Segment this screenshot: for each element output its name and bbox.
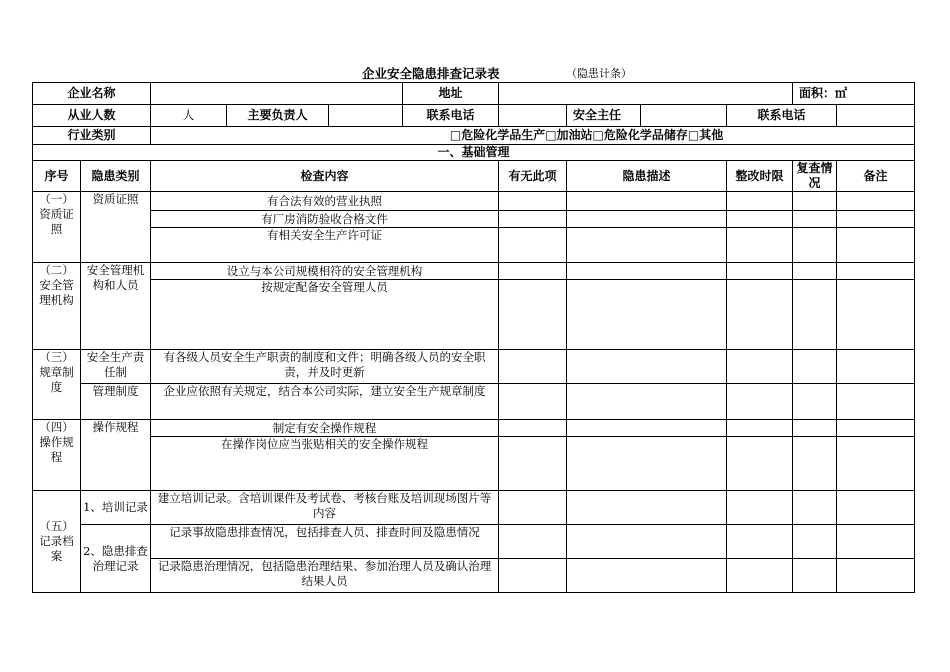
remark-cell[interactable] bbox=[837, 228, 915, 263]
section-row bbox=[33, 145, 915, 161]
has-cell[interactable] bbox=[499, 350, 567, 384]
remark-cell[interactable] bbox=[837, 437, 915, 491]
staff-count-unit[interactable]: 人 bbox=[151, 105, 227, 127]
group-no: （五）记录档案 bbox=[33, 491, 81, 593]
check-item: 记录隐患治理情况，包括隐患治理结果、参加治理人员及确认治理结果人员 bbox=[151, 559, 499, 593]
col-review: 复查情况 bbox=[793, 161, 837, 192]
phone-field[interactable] bbox=[499, 105, 567, 127]
review-cell[interactable] bbox=[793, 350, 837, 384]
remark-cell[interactable] bbox=[837, 263, 915, 280]
review-cell[interactable] bbox=[793, 437, 837, 491]
group-no: （四）操作规程 bbox=[33, 420, 81, 491]
has-cell[interactable] bbox=[499, 211, 567, 228]
principal-label: 主要负责人 bbox=[227, 105, 329, 127]
table-row bbox=[33, 559, 915, 593]
phone-field-2[interactable] bbox=[837, 105, 915, 127]
table-row bbox=[33, 384, 915, 420]
remark-cell[interactable] bbox=[837, 280, 915, 350]
review-cell[interactable] bbox=[793, 525, 837, 559]
remark-cell[interactable] bbox=[837, 559, 915, 593]
desc-cell[interactable] bbox=[567, 420, 727, 437]
remark-cell[interactable] bbox=[837, 192, 915, 211]
deadline-cell[interactable] bbox=[727, 525, 793, 559]
group-category: 资质证照 bbox=[81, 192, 151, 263]
has-cell[interactable] bbox=[499, 559, 567, 593]
table-row bbox=[33, 263, 915, 280]
col-content: 检查内容 bbox=[151, 161, 499, 192]
industry-row bbox=[33, 127, 915, 145]
review-cell[interactable] bbox=[793, 228, 837, 263]
desc-cell[interactable] bbox=[567, 263, 727, 280]
has-cell[interactable] bbox=[499, 384, 567, 420]
address-label: 地址 bbox=[403, 83, 499, 105]
principal-field[interactable] bbox=[329, 105, 403, 127]
desc-cell[interactable] bbox=[567, 437, 727, 491]
deadline-cell[interactable] bbox=[727, 280, 793, 350]
deadline-cell[interactable] bbox=[727, 437, 793, 491]
remark-cell[interactable] bbox=[837, 350, 915, 384]
group-category: 2、隐患排查治理记录 bbox=[81, 525, 151, 593]
has-cell[interactable] bbox=[499, 420, 567, 437]
desc-cell[interactable] bbox=[567, 350, 727, 384]
column-header-row bbox=[33, 161, 915, 192]
area-label[interactable]: 面积：㎡ bbox=[793, 83, 915, 105]
phone-label: 联系电话 bbox=[403, 105, 499, 127]
group-no: （一）资质证照 bbox=[33, 192, 81, 263]
table-row bbox=[33, 437, 915, 491]
desc-cell[interactable] bbox=[567, 228, 727, 263]
desc-cell[interactable] bbox=[567, 211, 727, 228]
company-name-field[interactable] bbox=[151, 83, 403, 105]
deadline-cell[interactable] bbox=[727, 491, 793, 525]
table-row bbox=[33, 525, 915, 559]
safety-director-label: 安全主任 bbox=[567, 105, 641, 127]
desc-cell[interactable] bbox=[567, 491, 727, 525]
company-row bbox=[33, 83, 915, 105]
title-row bbox=[0, 62, 950, 82]
review-cell[interactable] bbox=[793, 192, 837, 211]
section-title: 一、基础管理 bbox=[33, 145, 915, 161]
desc-cell[interactable] bbox=[567, 525, 727, 559]
deadline-cell[interactable] bbox=[727, 228, 793, 263]
group-category: 管理制度 bbox=[81, 384, 151, 420]
review-cell[interactable] bbox=[793, 384, 837, 420]
group-category: 安全生产责任制 bbox=[81, 350, 151, 384]
desc-cell[interactable] bbox=[567, 280, 727, 350]
table-row bbox=[33, 211, 915, 228]
check-item: 有合法有效的营业执照 bbox=[151, 192, 499, 211]
staff-count-label: 从业人数 bbox=[33, 105, 151, 127]
col-desc: 隐患描述 bbox=[567, 161, 727, 192]
industry-label: 行业类别 bbox=[33, 127, 151, 145]
col-category: 隐患类别 bbox=[81, 161, 151, 192]
deadline-cell[interactable] bbox=[727, 211, 793, 228]
check-item: 有厂房消防验收合格文件 bbox=[151, 211, 499, 228]
inspection-table bbox=[32, 82, 915, 593]
check-item: 按规定配备安全管理人员 bbox=[151, 280, 499, 350]
has-cell[interactable] bbox=[499, 280, 567, 350]
form-title: 企业安全隐患排查记录表 bbox=[362, 66, 500, 81]
remark-cell[interactable] bbox=[837, 491, 915, 525]
desc-cell[interactable] bbox=[567, 559, 727, 593]
phone-label-2: 联系电话 bbox=[727, 105, 837, 127]
has-cell[interactable] bbox=[499, 437, 567, 491]
group-no: （二）安全管理机构 bbox=[33, 263, 81, 350]
deadline-cell[interactable] bbox=[727, 263, 793, 280]
table-row bbox=[33, 192, 915, 211]
group-category: 操作规程 bbox=[81, 420, 151, 491]
review-cell[interactable] bbox=[793, 559, 837, 593]
col-no: 序号 bbox=[33, 161, 81, 192]
check-item: 企业应依照有关规定，结合本公司实际，建立安全生产规章制度 bbox=[151, 384, 499, 420]
deadline-cell[interactable] bbox=[727, 192, 793, 211]
deadline-cell[interactable] bbox=[727, 420, 793, 437]
deadline-cell[interactable] bbox=[727, 384, 793, 420]
remark-cell[interactable] bbox=[837, 525, 915, 559]
col-deadline: 整改时限 bbox=[727, 161, 793, 192]
table-row bbox=[33, 228, 915, 263]
table-row bbox=[33, 491, 915, 525]
check-item: 建立培训记录。含培训课件及考试卷、考核台账及培训现场图片等内容 bbox=[151, 491, 499, 525]
review-cell[interactable] bbox=[793, 491, 837, 525]
check-item: 有各级人员安全生产职责的制度和文件；明确各级人员的安全职责，并及时更新 bbox=[151, 350, 499, 384]
check-item: 记录事故隐患排查情况，包括排查人员、排查时间及隐患情况 bbox=[151, 525, 499, 559]
has-cell[interactable] bbox=[499, 491, 567, 525]
table-row bbox=[33, 280, 915, 350]
review-cell[interactable] bbox=[793, 263, 837, 280]
group-no: （三）规章制 度 bbox=[33, 350, 81, 420]
col-remark: 备注 bbox=[837, 161, 915, 192]
staff-row bbox=[33, 105, 915, 127]
group-category: 1、培训记录 bbox=[81, 491, 151, 525]
safety-director-field[interactable] bbox=[641, 105, 727, 127]
review-cell[interactable] bbox=[793, 420, 837, 437]
deadline-cell[interactable] bbox=[727, 350, 793, 384]
has-cell[interactable] bbox=[499, 192, 567, 211]
company-name-label: 企业名称 bbox=[33, 83, 151, 105]
remark-cell[interactable] bbox=[837, 211, 915, 228]
address-field[interactable] bbox=[499, 83, 793, 105]
deadline-cell[interactable] bbox=[727, 559, 793, 593]
review-cell[interactable] bbox=[793, 280, 837, 350]
check-item: 设立与本公司规模相符的安全管理机构 bbox=[151, 263, 499, 280]
desc-cell[interactable] bbox=[567, 192, 727, 211]
has-cell[interactable] bbox=[499, 263, 567, 280]
remark-cell[interactable] bbox=[837, 420, 915, 437]
group-category: 安全管理机构和人员 bbox=[81, 263, 151, 350]
table-row bbox=[33, 420, 915, 437]
desc-cell[interactable] bbox=[567, 384, 727, 420]
has-cell[interactable] bbox=[499, 525, 567, 559]
remark-cell[interactable] bbox=[837, 384, 915, 420]
table-row bbox=[33, 350, 915, 384]
check-item: 有相关安全生产许可证 bbox=[151, 228, 499, 263]
check-item: 制定有安全操作规程 bbox=[151, 420, 499, 437]
industry-options[interactable]: □危险化学品生产□加油站□危险化学品储存□其他 bbox=[151, 127, 915, 145]
form-subtitle: （隐患计条） bbox=[566, 67, 632, 80]
col-has: 有无此项 bbox=[499, 161, 567, 192]
has-cell[interactable] bbox=[499, 228, 567, 263]
check-item: 在操作岗位应当张贴相关的安全操作规程 bbox=[151, 437, 499, 491]
review-cell[interactable] bbox=[793, 211, 837, 228]
